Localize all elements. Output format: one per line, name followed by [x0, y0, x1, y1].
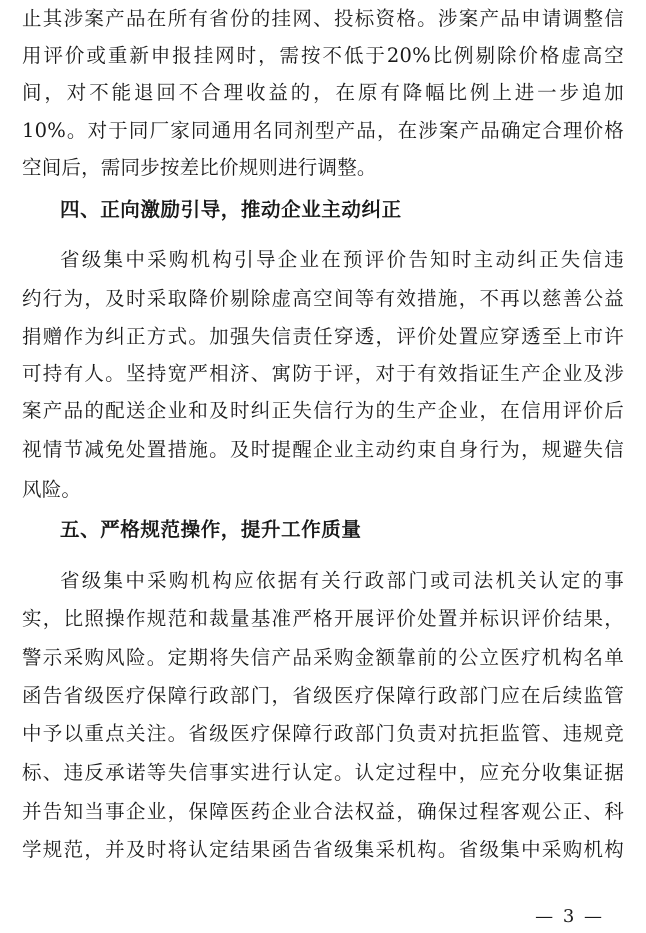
body-line: 捐赠作为纠正方式。加强失信责任穿透，评价处置应穿透至上市许 — [22, 325, 624, 348]
body-line: 风险。 — [22, 478, 82, 501]
section-heading: 五、严格规范操作，提升工作质量 — [60, 518, 362, 541]
body-line: 空间后，需同步按差比价规则进行调整。 — [22, 156, 377, 179]
body-line: 并告知当事企业，保障医药企业合法权益，确保过程客观公正、科 — [22, 800, 624, 823]
body-line: 标、违反承诺等失信事实进行认定。认定过程中，应充分收集证据 — [22, 761, 624, 784]
body-line: 10%。对于同厂家同通用名同剂型产品，在涉案产品确定合理价格 — [22, 119, 624, 142]
body-line: 止其涉案产品在所有省份的挂网、投标资格。涉案产品申请调整信 — [22, 7, 624, 30]
body-line: 学规范，并及时将认定结果函告省级集采机构。省级集中采购机构 — [22, 838, 624, 861]
body-line: 约行为，及时采取降价剔除虚高空间等有效措施，不再以慈善公益 — [22, 287, 624, 310]
body-line: 间，对不能退回不合理收益的，在原有降幅比例上进一步追加 — [22, 81, 624, 104]
body-line: 省级集中采购机构应依据有关行政部门或司法机关认定的事 — [60, 569, 624, 592]
body-line: 可持有人。坚持宽严相济、寓防于评，对于有效指证生产企业及涉 — [22, 362, 624, 385]
body-line: 警示采购风险。定期将失信产品采购金额靠前的公立医疗机构名单 — [22, 646, 624, 669]
body-line: 实，比照操作规范和裁量基准严格开展评价处置并标识评价结果， — [22, 607, 624, 630]
section-heading: 四、正向激励引导，推动企业主动纠正 — [60, 198, 402, 221]
body-line: 省级集中采购机构引导企业在预评价告知时主动纠正失信违 — [60, 248, 624, 271]
body-line: 用评价或重新申报挂网时，需按不低于20%比例剔除价格虚高空 — [22, 44, 624, 67]
body-line: 中予以重点关注。省级医疗保障行政部门负责对抗拒监管、违规竞 — [22, 722, 624, 745]
body-line: 函告省级医疗保障行政部门，省级医疗保障行政部门应在后续监管 — [22, 684, 624, 707]
body-line: 视情节减免处置措施。及时提醒企业主动约束自身行为，规避失信 — [22, 438, 624, 461]
body-line: 案产品的配送企业和及时纠正失信行为的生产企业，在信用评价后 — [22, 399, 624, 422]
page-number: — 3 — — [535, 906, 604, 927]
